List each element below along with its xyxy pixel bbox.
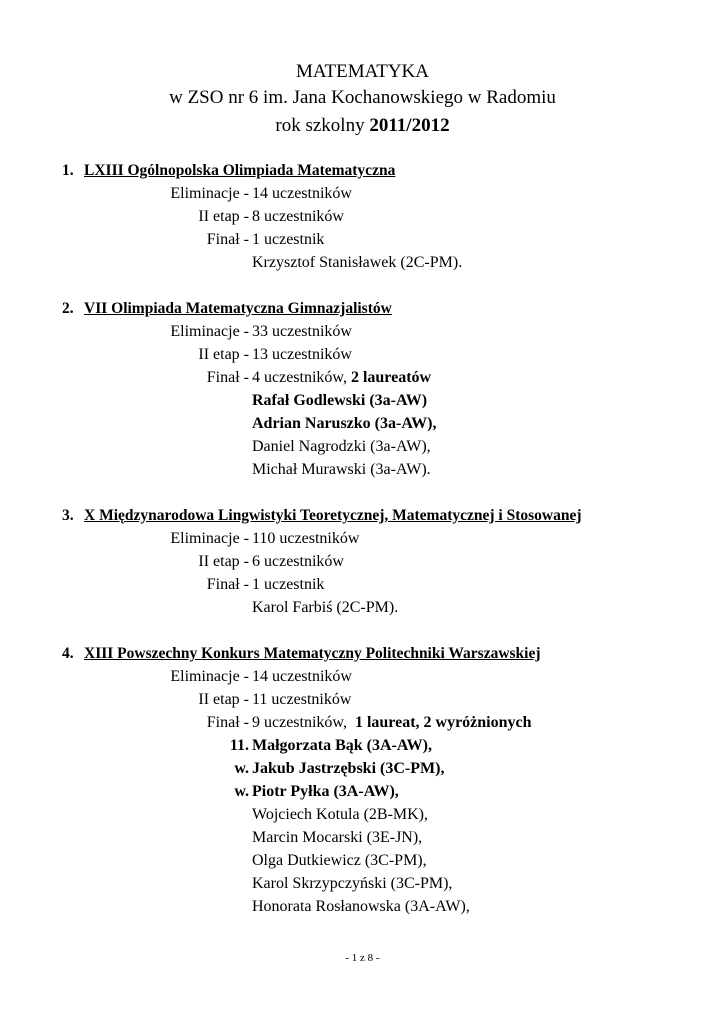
section-1	[62, 159, 702, 274]
row-value: 14 uczestników	[252, 185, 352, 202]
row-value: 11 uczestników	[252, 691, 352, 708]
participant-name: Michał Murawski (3a-AW).	[252, 461, 431, 478]
etap-row	[62, 688, 702, 711]
row-label: II etap -	[198, 553, 249, 570]
row-label: Finał -	[206, 231, 249, 248]
row-value: 4 uczestników,	[252, 369, 347, 386]
row-value: 14 uczestników	[252, 668, 352, 685]
elim-row	[62, 527, 702, 550]
award-mark: w.	[234, 783, 249, 800]
doc-subtitle: w ZSO nr 6 im. Jana Kochanowskiego w Radomiu	[169, 87, 556, 108]
award-row	[62, 780, 702, 803]
section-title-text: X Międzynarodowa Lingwistyki Teoretycznej, Matematycznej i Stosowanej	[84, 507, 582, 524]
school-year-value: 2011/2012	[369, 115, 450, 136]
row-label: Eliminacje -	[170, 668, 249, 685]
participant-name: Olga Dutkiewicz (3C-PM),	[252, 852, 427, 869]
participant-row	[62, 826, 702, 849]
section-title	[62, 159, 702, 182]
row-value: 1 uczestnik	[252, 231, 325, 248]
etap-row	[62, 205, 702, 228]
laureate-row	[62, 412, 702, 435]
elim-row	[62, 320, 702, 343]
row-label: Finał -	[206, 369, 249, 386]
row-value-group	[252, 366, 431, 389]
row-label: Eliminacje -	[170, 530, 249, 547]
row-value: 9 uczestników,	[252, 714, 347, 731]
award-summary: 1 laureat, 2 wyróżnionych	[354, 714, 532, 731]
participant-row	[62, 435, 702, 458]
school-year-prefix: rok szkolny	[275, 115, 370, 136]
section-title-text: VII Olimpiada Matematyczna Gimnazjalistów	[84, 300, 392, 317]
row-label: II etap -	[198, 208, 249, 225]
laureate-row	[62, 389, 702, 412]
award-row	[62, 734, 702, 757]
laureate-name: Adrian Naruszko (3a-AW),	[252, 415, 437, 432]
award-name: Jakub Jastrzębski (3C-PM),	[252, 760, 445, 777]
laureate-count: 2 laureatów	[350, 369, 432, 386]
participant-row	[62, 849, 702, 872]
doc-title: MATEMATYKA	[296, 61, 429, 82]
final-row	[62, 573, 702, 596]
participant-name: Honorata Rosłanowska (3A-AW),	[252, 898, 470, 915]
section-title-text: XIII Powszechny Konkurs Matematyczny Politechniki Warszawskiej	[84, 645, 541, 662]
section-number: 1.	[62, 162, 74, 179]
final-row	[62, 711, 702, 734]
section-title	[62, 642, 702, 665]
section-number: 3.	[62, 507, 74, 524]
row-value: 1 uczestnik	[252, 576, 325, 593]
page-number: - 1 z 8 -	[345, 952, 380, 964]
section-title	[62, 297, 702, 320]
section-title-text: LXIII Ogólnopolska Olimpiada Matematyczna	[84, 162, 396, 179]
row-value: 6 uczestników	[252, 553, 344, 570]
section-number: 2.	[62, 300, 74, 317]
row-value: 8 uczestników	[252, 208, 344, 225]
section-title	[62, 504, 702, 527]
award-name: Małgorzata Bąk (3A-AW),	[252, 737, 432, 754]
school-year	[0, 114, 725, 138]
participant-row	[62, 458, 702, 481]
section-number: 4.	[62, 645, 74, 662]
participant-name: Daniel Nagrodzki (3a-AW),	[252, 438, 431, 455]
section-3	[62, 504, 702, 619]
award-mark: w.	[234, 760, 249, 777]
row-label: Finał -	[206, 576, 249, 593]
award-mark: 11.	[229, 737, 249, 754]
section-4	[62, 642, 702, 918]
participant-name: Krzysztof Stanisławek (2C-PM).	[252, 254, 463, 271]
row-label: Eliminacje -	[170, 323, 249, 340]
award-row	[62, 757, 702, 780]
etap-row	[62, 343, 702, 366]
participant-name: Marcin Mocarski (3E-JN),	[252, 829, 423, 846]
row-value: 13 uczestników	[252, 346, 352, 363]
row-value-group	[252, 711, 532, 734]
participant-row	[62, 872, 702, 895]
row-label: II etap -	[198, 691, 249, 708]
participant-name: Wojciech Kotula (2B-MK),	[252, 806, 428, 823]
award-name: Piotr Pyłka (3A-AW),	[252, 783, 399, 800]
participant-name: Karol Farbiś (2C-PM).	[252, 599, 399, 616]
row-label: Eliminacje -	[170, 185, 249, 202]
elim-row	[62, 182, 702, 205]
participant-row	[62, 895, 702, 918]
section-2	[62, 297, 702, 481]
row-value: 33 uczestników	[252, 323, 352, 340]
etap-row	[62, 550, 702, 573]
participant-row	[62, 596, 702, 619]
participant-row	[62, 803, 702, 826]
row-label: Finał -	[206, 714, 249, 731]
participant-name: Karol Skrzypczyński (3C-PM),	[252, 875, 453, 892]
participant-row	[62, 251, 702, 274]
laureate-name: Rafał Godlewski (3a-AW)	[252, 392, 428, 409]
final-row	[62, 366, 702, 389]
elim-row	[62, 665, 702, 688]
final-row	[62, 228, 702, 251]
row-label: II etap -	[198, 346, 249, 363]
row-value: 110 uczestników	[252, 530, 360, 547]
